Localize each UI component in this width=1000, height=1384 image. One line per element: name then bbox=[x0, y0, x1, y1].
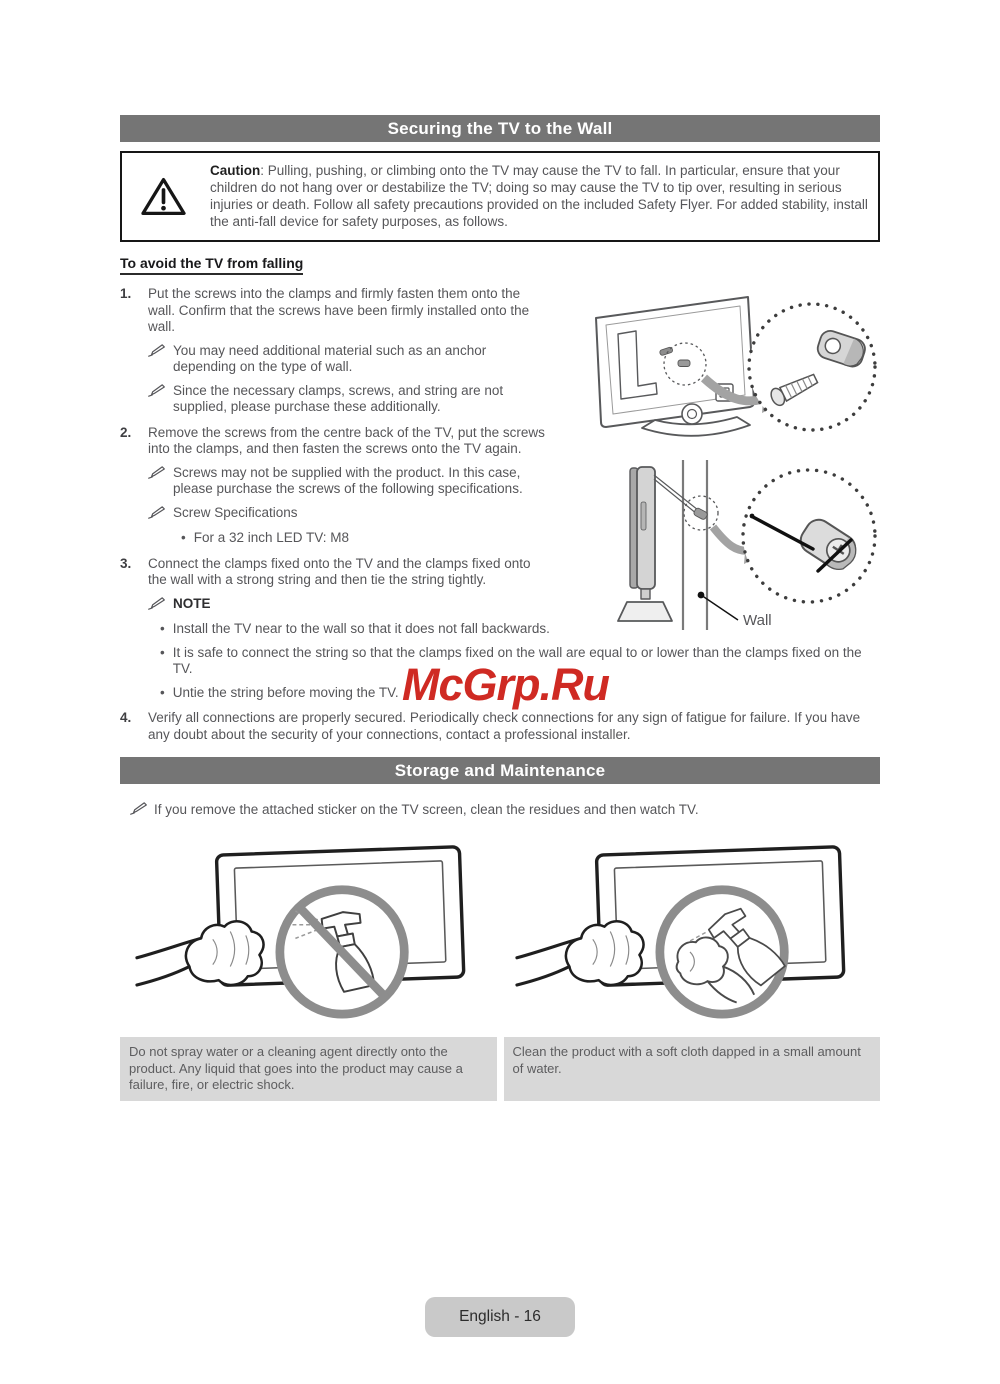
caution-box bbox=[120, 151, 880, 242]
wall-label: Wall bbox=[743, 612, 772, 629]
warning-triangle-icon bbox=[140, 176, 187, 217]
step-4 bbox=[120, 710, 880, 743]
note-label: NOTE bbox=[173, 595, 211, 611]
step-text: Verify all connections are properly secured. Periodically check connections for any sign of fatigue for failure. If you have any doubt about the security of your connections, contact a professional installer. bbox=[148, 710, 861, 742]
info-box-soft-cloth: Clean the product with a soft cloth dapped in a small amount of water. bbox=[504, 1037, 881, 1101]
info-box-no-spray: Do not spray water or a cleaning agent directly onto the product. Any liquid that goes into the product may cause a failure, fire, or electric shock. bbox=[120, 1037, 497, 1101]
cloth-clean-illustration bbox=[515, 843, 865, 1023]
bullet-dot: • bbox=[181, 530, 186, 545]
note-pencil-icon bbox=[148, 383, 165, 416]
illustration-column bbox=[580, 288, 880, 639]
caution-body: : Pulling, pushing, or climbing onto the TV may cause the TV to fall. In particular, ensure that your children do not hang over or destabilize the TV; doing so may cause the TV to tip over, resulting in serious injuries or death. Follow all safety precautions provided on the included Safety Flyer. For added stability, install the anti-fall device for safety purposes, as follows. bbox=[210, 163, 868, 229]
bullet-text: Install the TV near to the wall so that it does not fall backwards. bbox=[172, 621, 550, 636]
note-pencil-icon bbox=[148, 505, 165, 524]
watermark-text: McGrp.Ru bbox=[402, 659, 610, 710]
note-text: Screw Specifications bbox=[173, 504, 298, 520]
string-lines bbox=[654, 475, 698, 514]
info-boxes bbox=[120, 1037, 880, 1101]
step-number: 1. bbox=[120, 286, 132, 301]
dotted-zoom-circle bbox=[749, 304, 875, 430]
hand-with-cloth bbox=[517, 921, 644, 985]
note-text: Since the necessary clamps, screws, and string are not supplied, please purchase these additionally. bbox=[173, 382, 504, 414]
note-text: You may need additional material such as an anchor depending on the type of wall. bbox=[173, 342, 487, 374]
hand-with-cloth bbox=[137, 921, 264, 985]
section-title: Storage and Maintenance bbox=[394, 760, 606, 780]
storage-note bbox=[120, 801, 880, 819]
page-footer-badge: English - 16 bbox=[425, 1297, 575, 1337]
page-content bbox=[120, 115, 880, 1101]
caution-text bbox=[210, 162, 868, 230]
bullet-text: For a 32 inch LED TV: M8 bbox=[193, 530, 350, 545]
bullet-dot: • bbox=[160, 684, 165, 700]
note-pencil-icon bbox=[148, 596, 165, 615]
wall-string-illustration bbox=[580, 454, 880, 639]
storage-note-text: If you remove the attached sticker on the TV screen, clean the residues and then watch TV. bbox=[154, 802, 699, 817]
bullet-dot: • bbox=[160, 621, 165, 636]
section-header-storage bbox=[120, 757, 880, 784]
curved-arrow bbox=[713, 527, 748, 551]
no-spray-illustration bbox=[135, 843, 485, 1023]
step-text: Connect the clamps fixed onto the TV and the clamps fixed onto the wall with a strong string and then tie the string tightly. bbox=[148, 555, 531, 587]
cleaning-illustrations bbox=[120, 843, 880, 1023]
section-header-securing bbox=[120, 115, 880, 142]
step-text: Put the screws into the clamps and firmly fasten them onto the wall. Confirm that the screws have been firmly installed onto the wall. bbox=[148, 286, 530, 334]
bullet-dot: • bbox=[160, 644, 165, 660]
note-text: Screws may not be supplied with the product. In this case, please purchase the screws of the following specifications. bbox=[173, 464, 523, 496]
caution-label: Caution bbox=[210, 163, 261, 178]
section-title: Securing the TV to the Wall bbox=[387, 118, 613, 138]
step-number: 4. bbox=[120, 710, 132, 725]
step-number: 3. bbox=[120, 555, 132, 571]
subheading-avoid-falling: To avoid the TV from falling bbox=[120, 255, 303, 275]
note-pencil-icon bbox=[130, 801, 147, 819]
bullet-text: Untie the string before moving the TV. bbox=[172, 684, 399, 700]
warning-triangle-icon bbox=[134, 176, 192, 217]
bullet-text: It is safe to connect the string so that the clamps fixed on the wall are equal to or lower than the clamps fixed on the TV. bbox=[172, 644, 862, 676]
tv-back-anchor-illustration bbox=[580, 288, 880, 446]
note-pencil-icon bbox=[148, 343, 165, 376]
step-number: 2. bbox=[120, 424, 132, 440]
step-text: Remove the screws from the centre back of the TV, put the screws into the clamps, and then fasten the screws onto the TV again. bbox=[148, 424, 545, 456]
note-pencil-icon bbox=[148, 465, 165, 498]
